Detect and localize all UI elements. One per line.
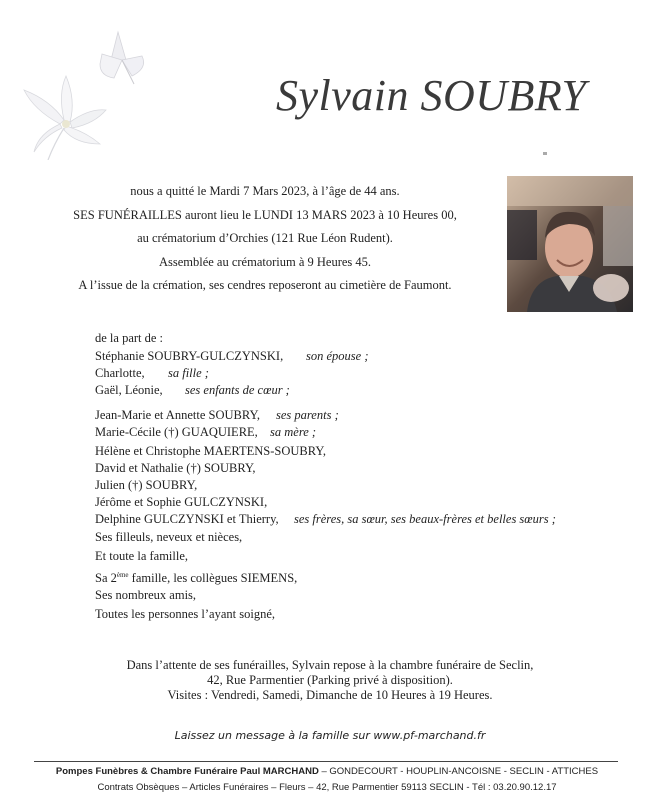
closing-line: Visites : Vendredi, Samedi, Dimanche de 10 Heures à 19 Heures.	[167, 688, 493, 702]
leave-message-link[interactable]: Laissez un message à la famille sur www.pf-marchand.fr	[174, 729, 486, 742]
announcement-line: A l’issue de la crémation, ses cendres reposeront au cimetière de Faumont.	[78, 278, 452, 292]
closing-line: 42, Rue Parmentier (Parking privé à disposition).	[207, 673, 453, 687]
family-friends: Ses nombreux amis,	[95, 588, 197, 602]
ordinal-suffix: ème	[116, 571, 129, 579]
announcement-line: nous a quitté le Mardi 7 Mars 2023, à l’âge de 44 ans.	[130, 184, 400, 198]
decorative-dot	[543, 152, 547, 155]
member-role: ses frères, sa sœur, ses beaux-frères et belles sœurs ;	[294, 512, 556, 526]
family-member	[95, 348, 283, 366]
closing-line: Dans l’attente de ses funérailles, Sylvain repose à la chambre funéraire de Seclin,	[126, 658, 534, 672]
member-role: son épouse ;	[306, 349, 369, 363]
member-name: Jean-Marie et Annette SOUBRY,	[95, 408, 261, 422]
announcement	[40, 180, 490, 298]
flower-butterfly-decoration	[14, 20, 164, 160]
member-name: Marie-Cécile (†) GUAQUIERE,	[95, 425, 258, 439]
family-member	[95, 365, 145, 383]
butterfly-icon	[100, 32, 144, 84]
family-member	[95, 424, 258, 442]
family-member	[95, 407, 260, 425]
family-member	[95, 382, 163, 400]
member-name: Gaël, Léonie,	[95, 383, 163, 397]
colleagues-prefix: Sa 2	[95, 571, 117, 586]
member-name: Stéphanie SOUBRY-GULCZYNSKI,	[95, 349, 284, 363]
family-member: Julien (†) SOUBRY,	[95, 478, 198, 492]
company-locations: – GONDECOURT - HOUPLIN-ANCOISNE - SECLIN - ATTICHES	[318, 766, 599, 777]
company-name: MARCHAND	[262, 766, 319, 777]
deceased-name: Sylvain SOUBRY	[276, 71, 587, 120]
portrait-photo	[507, 176, 633, 312]
announcement-line: Assemblée au crématorium à 9 Heures 45.	[158, 254, 372, 269]
announcement-line: SES FUNÉRAILLES auront lieu le LUNDI 13 MARS 2023 à 10 Heures 00,	[73, 207, 457, 222]
family-filleuls: Ses filleuls, neveux et nièces,	[95, 530, 243, 544]
family-all: Et toute la famille,	[95, 549, 189, 563]
flower-icon	[24, 76, 106, 160]
family-member: Delphine GULCZYNSKI et Thierry,	[95, 512, 279, 526]
footer-contact: Contrats Obsèques – Articles Funéraires – Fleurs – 42, Rue Parmentier 59113 SECLIN - Tél : 03.20.90.12.17	[97, 782, 557, 793]
member-role: ses enfants de cœur ;	[185, 383, 290, 397]
family-member: David et Nathalie (†) SOUBRY,	[95, 461, 256, 475]
company-prefix: Pompes Funèbres & Chambre Funéraire Paul	[55, 766, 263, 777]
member-role: ses parents ;	[276, 408, 339, 422]
closing-info	[40, 658, 620, 703]
member-role: sa mère ;	[270, 425, 317, 439]
colleagues-text: famille, les collègues SIEMENS,	[128, 571, 298, 586]
family-intro: de la part de :	[95, 331, 164, 345]
footer-company	[20, 766, 634, 777]
member-name: Charlotte,	[95, 366, 145, 380]
family-member: Jérôme et Sophie GULCZYNSKI,	[95, 495, 268, 509]
family-colleagues	[95, 567, 297, 588]
announcement-line: au crématorium d’Orchies (121 Rue Léon Rudent).	[137, 231, 393, 245]
family-member: Hélène et Christophe MAERTENS-SOUBRY,	[95, 444, 326, 458]
footer-divider	[34, 761, 618, 762]
family-caregivers: Toutes les personnes l’ayant soigné,	[95, 607, 275, 621]
member-role: sa fille ;	[168, 366, 209, 380]
